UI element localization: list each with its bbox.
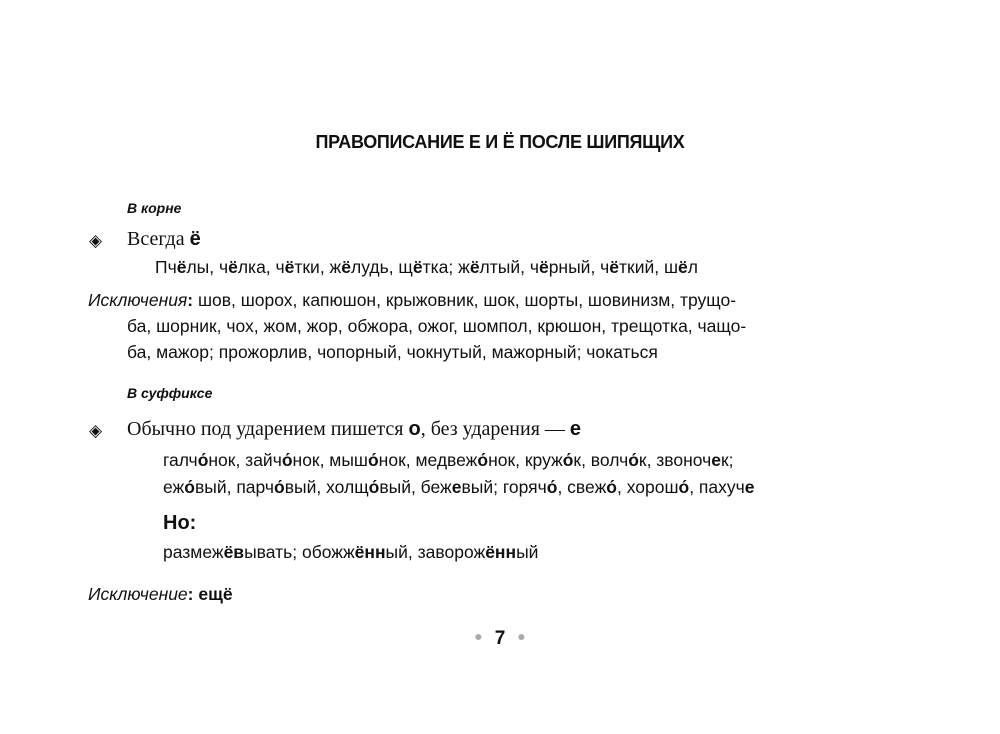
text-segment: Обычно под ударением пишется: [127, 418, 409, 440]
but-examples: [163, 542, 538, 563]
bold-segment: ённ: [354, 542, 386, 562]
bold-segment: ё: [284, 257, 295, 277]
bold-segment: ё: [469, 257, 480, 277]
diamond-bullet-icon: ◈: [89, 231, 103, 250]
bold-segment: е: [569, 418, 582, 440]
text-segment: ый: [516, 542, 539, 562]
section-heading-root: В корне: [127, 200, 182, 216]
text-segment: тка; ж: [422, 257, 470, 277]
exceptions-text: [187, 290, 736, 310]
examples-suffix-line-2: [163, 477, 755, 498]
bold-segment: о́: [367, 450, 379, 470]
text-segment: размеж: [163, 542, 224, 562]
bold-segment: ё: [609, 257, 620, 277]
exceptions-root-line-1: [88, 290, 736, 311]
text-segment: лы, ч: [186, 257, 229, 277]
exception-value: [188, 584, 233, 604]
bold-segment: о́: [368, 477, 380, 497]
page-number-value: 7: [494, 628, 506, 649]
text-segment: нок, зайч: [208, 450, 282, 470]
text-segment: тки, ж: [294, 257, 342, 277]
bold-segment: о́: [562, 450, 574, 470]
text-segment: к, звоноч: [638, 450, 712, 470]
text-segment: к;: [721, 450, 734, 470]
examples-suffix-line-1: [163, 450, 734, 471]
bold-segment: ёв: [223, 542, 245, 562]
text-segment: вый, беж: [379, 477, 452, 497]
diamond-bullet-icon: ◈: [89, 421, 103, 440]
text-segment: к, волч: [573, 450, 629, 470]
exceptions-root-line-3: [127, 342, 658, 363]
text-segment: Всегда: [127, 228, 190, 250]
text-segment: шов, шорох, капюшон, крыжовник, шок, шорты, шовинизм, трущо-: [193, 290, 737, 310]
page-title: [0, 132, 1000, 153]
text-segment: нок, медвеж: [378, 450, 478, 470]
exception-label: Исключение: [88, 584, 188, 604]
text-segment: нок, круж: [488, 450, 563, 470]
dot-icon: ●: [474, 628, 483, 644]
exceptions-label: Исключения: [88, 290, 188, 310]
bold-segment: : ещё: [187, 584, 233, 604]
text-segment: еж: [163, 477, 185, 497]
text-segment: л: [687, 257, 698, 277]
text-segment: И: [480, 132, 503, 152]
examples-root: [155, 257, 698, 278]
text-segment: вый, парч: [194, 477, 275, 497]
exception-suffix: [88, 584, 233, 605]
text-segment: лтый, ч: [479, 257, 539, 277]
section-heading-suffix: В суффиксе: [127, 385, 213, 401]
text-segment: ывать; обожж: [244, 542, 355, 562]
text-segment: ПОСЛЕ ШИПЯЩИХ: [514, 132, 685, 152]
bold-segment: е: [451, 477, 462, 497]
text-segment: , пахуч: [689, 477, 745, 497]
bold-segment: ё: [189, 228, 201, 250]
bold-segment: о́: [274, 477, 285, 497]
bold-segment: е: [711, 450, 722, 470]
text-segment: ый, заворож: [385, 542, 486, 562]
rule-suffix: [127, 418, 581, 441]
text-segment: Пч: [155, 257, 177, 277]
bold-segment: ё: [412, 257, 423, 277]
bold-segment: е: [744, 477, 755, 497]
bold-segment: ё: [228, 257, 238, 277]
text-segment: , без ударения —: [420, 418, 570, 440]
bold-segment: о́: [184, 477, 195, 497]
text-segment: , свеж: [557, 477, 607, 497]
bold-segment: о́: [197, 450, 209, 470]
text-segment: лка, ч: [237, 257, 285, 277]
dot-icon: ●: [517, 628, 526, 644]
text-segment: , хорош: [616, 477, 679, 497]
bold-segment: о́: [477, 450, 489, 470]
bold-segment: о́: [678, 477, 690, 497]
bold-segment: ё: [678, 257, 688, 277]
bold-segment: о́: [546, 477, 558, 497]
text-segment: галч: [163, 450, 198, 470]
bold-segment: ённ: [485, 542, 517, 562]
text-segment: нок, мыш: [292, 450, 368, 470]
text-segment: ба, мажор; прожорлив, чопорный, чокнутый, мажорный; чокаться: [127, 342, 658, 362]
text-segment: ба, шорник, чох, жом, жор, обжора, ожог, шомпол, крюшон, трещотка, чащо-: [127, 316, 747, 336]
bold-segment: о́: [281, 450, 293, 470]
text-segment: ПРАВОПИСАНИЕ: [315, 132, 469, 152]
text-segment: рный, ч: [548, 257, 610, 277]
bold-segment: Е: [468, 132, 481, 152]
but-label: Но:: [163, 512, 197, 534]
text-segment: ткий, ш: [619, 257, 679, 277]
text-segment: лудь, щ: [351, 257, 413, 277]
bold-segment: ё: [538, 257, 549, 277]
text-segment: вый, холщ: [284, 477, 369, 497]
bold-segment: о́: [606, 477, 617, 497]
bold-segment: о́: [628, 450, 639, 470]
bold-segment: ё: [341, 257, 351, 277]
bold-segment: Ё: [502, 132, 515, 152]
bold-segment: ё: [176, 257, 187, 277]
bold-segment: о: [408, 418, 421, 440]
exceptions-root-line-2: [127, 316, 746, 337]
page-number: [0, 628, 1000, 650]
rule-root: [127, 228, 201, 251]
text-segment: вый; горяч: [461, 477, 547, 497]
bold-segment: :: [187, 290, 194, 310]
